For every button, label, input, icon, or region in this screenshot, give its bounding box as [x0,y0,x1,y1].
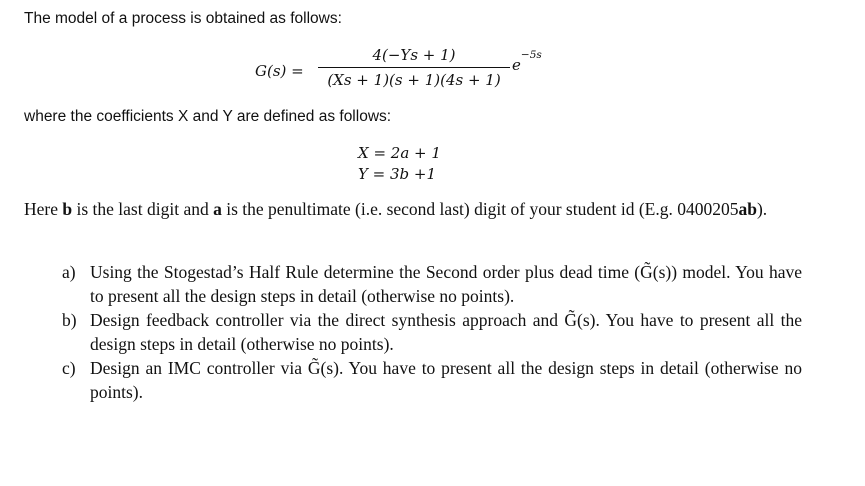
para-part-3: is the penultimate (i.e. second last) digit of your student id (E.g. 0400205 [221,199,739,219]
task-marker-c: c) [62,358,76,378]
para-part-1: Here [24,199,63,219]
task-item-b [62,308,802,356]
fraction-denominator: (Xs + 1)(s + 1)(4s + 1) [327,71,501,90]
task-marker-a: a) [62,262,76,282]
transfer-function-lhs: G(s) = [255,62,304,80]
para-part-2: is the last digit and [72,199,214,219]
exp-power: −5s [520,49,542,61]
intro-text: The model of a process is obtained as follows: [24,10,342,27]
transfer-function-fraction [318,44,510,90]
para-bold-b: b [62,199,73,219]
coefficient-x-equation: X = 2a + 1 [358,144,441,162]
task-text-a: Using the Stogestad’s Half Rule determine the Second order plus dead time (G̃(s)) model. You have to present all the design steps in detail (otherwise no points). [90,262,802,306]
task-text-c: Design an IMC controller via G̃(s). You have to present all the design steps in detail (otherwise no points). [90,358,802,402]
coefficient-y-equation: Y = 3b +1 [358,165,437,183]
para-bold-a: a [213,199,222,219]
fraction-bar [318,67,510,68]
fraction-numerator: 4(−Ys + 1) [372,46,456,64]
dead-time-exponential [512,49,542,74]
task-item-a [62,260,802,308]
instructions-paragraph [24,196,814,222]
where-text: where the coefficients X and Y are defined as follows: [24,108,392,125]
task-item-c [62,356,802,404]
task-marker-b: b) [62,310,77,330]
exp-base: e [512,56,521,74]
para-bold-ab: ab [738,199,757,219]
para-part-4: ). [756,199,768,219]
task-text-b: Design feedback controller via the direct synthesis approach and G̃(s). You have to present all the design steps in detail (otherwise no points). [90,310,802,354]
